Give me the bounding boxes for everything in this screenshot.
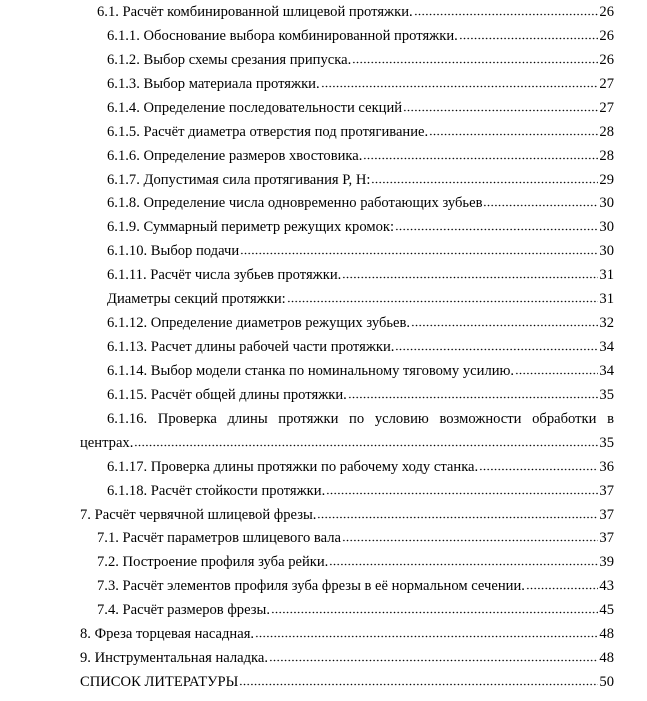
toc-entry[interactable] — [97, 528, 614, 548]
dot-leader — [239, 674, 598, 686]
toc-entry-title: 6.1.5. Расчёт диаметра отверстия под протягивание. — [107, 123, 429, 140]
dot-leader — [134, 435, 598, 447]
toc-page-number: 35 — [599, 386, 614, 403]
dot-leader — [317, 507, 598, 519]
toc-entry-title: 6.1.1. Обоснование выбора комбинированной протяжки. — [107, 27, 458, 44]
toc-page-number: 26 — [599, 27, 614, 44]
dot-leader — [348, 387, 599, 399]
toc-entry-title: 8. Фреза торцевая насадная. — [80, 626, 255, 643]
toc-entry[interactable] — [107, 74, 614, 94]
dot-leader — [411, 315, 598, 327]
toc-entry[interactable] — [107, 457, 614, 477]
toc-entry-title: 6.1.3. Выбор материала протяжки. — [107, 75, 320, 92]
toc-page-number: 31 — [599, 291, 614, 308]
toc-entry-title: 9. Инструментальная наладка. — [80, 650, 269, 667]
toc-entry-title: 6.1.13. Расчет длины рабочей части протяжки. — [107, 339, 395, 356]
toc-page-number: 28 — [599, 123, 614, 140]
dot-leader — [271, 602, 598, 614]
dot-leader — [395, 219, 598, 231]
toc-entry[interactable] — [107, 265, 614, 285]
toc-entry[interactable] — [107, 193, 614, 213]
toc-entry[interactable] — [80, 433, 614, 453]
dot-leader — [287, 291, 599, 303]
toc-page-number: 34 — [599, 362, 614, 379]
dot-leader — [479, 459, 598, 471]
toc-page-number: 32 — [599, 315, 614, 332]
toc-entry-title: Диаметры секций протяжки: — [107, 291, 286, 308]
toc-entry-title: 6.1.10. Выбор подачи — [107, 243, 240, 260]
toc-entry[interactable] — [80, 505, 614, 525]
toc-page-number: 39 — [599, 554, 614, 571]
toc-page-number: 26 — [599, 4, 614, 20]
toc-page-number: 48 — [599, 626, 614, 643]
dot-leader — [483, 195, 598, 207]
toc-entry[interactable] — [107, 289, 614, 309]
toc-entry[interactable] — [107, 122, 614, 142]
toc-page-number: 30 — [599, 243, 614, 260]
toc-page-number: 28 — [599, 147, 614, 164]
dot-leader — [459, 28, 599, 40]
toc-page-number: 37 — [599, 530, 614, 547]
toc-entry[interactable] — [107, 170, 614, 190]
dot-leader — [429, 124, 598, 136]
toc-entry[interactable] — [107, 241, 614, 261]
dot-leader — [395, 339, 598, 351]
toc-entry[interactable] — [80, 648, 614, 668]
toc-page-number: 26 — [599, 51, 614, 68]
toc-page-number: 27 — [599, 99, 614, 116]
dot-leader — [371, 172, 598, 184]
toc-entry-title: 6.1.14. Выбор модели станка по номинальному тяговому усилию. — [107, 362, 515, 379]
toc-entry[interactable] — [107, 385, 614, 405]
toc-entry-title: 6.1.4. Определение последовательности секций — [107, 99, 403, 116]
toc-entry-title: 6.1.18. Расчёт стойкости протяжки. — [107, 482, 326, 499]
toc-entry[interactable] — [107, 146, 614, 166]
toc-entry[interactable] — [97, 600, 614, 620]
toc-page-number: 27 — [599, 75, 614, 92]
toc-entry-title: 6.1.9. Суммарный периметр режущих кромок: — [107, 219, 395, 236]
toc-page-number: 29 — [599, 171, 614, 188]
toc-page-number: 43 — [599, 578, 614, 595]
toc-page-number: 37 — [599, 482, 614, 499]
toc-page-number: 36 — [599, 458, 614, 475]
toc-entry-title: СПИСОК ЛИТЕРАТУРЫ — [80, 674, 239, 691]
toc-entry-title: 7.3. Расчёт элементов профиля зуба фрезы в её нормальном сечении. — [97, 578, 525, 595]
toc-entry[interactable] — [107, 26, 614, 46]
dot-leader — [342, 267, 598, 279]
toc-page-number: 30 — [599, 219, 614, 236]
toc-entry-title: 6.1.8. Определение числа одновременно работающих зубьев — [107, 195, 483, 212]
dot-leader — [526, 578, 599, 590]
dot-leader — [326, 483, 598, 495]
dot-leader — [403, 100, 598, 112]
dot-leader — [240, 243, 598, 255]
dot-leader — [269, 650, 598, 662]
toc-entry[interactable] — [107, 361, 614, 381]
toc-entry[interactable] — [80, 672, 614, 692]
toc-entry-title: 7. Расчёт червячной шлицевой фрезы. — [80, 506, 317, 523]
toc-entry[interactable] — [107, 313, 614, 333]
dot-leader — [342, 530, 598, 542]
dot-leader — [352, 52, 598, 64]
toc-page-number: 45 — [599, 602, 614, 619]
toc-entry[interactable] — [97, 2, 614, 22]
toc-page-number: 34 — [599, 339, 614, 356]
toc-entry-title: 6.1.15. Расчёт общей длины протяжки. — [107, 386, 347, 403]
toc-entry-title: 6.1.11. Расчёт числа зубьев протяжки. — [107, 267, 342, 284]
toc-entry-title: 6.1.6. Определение размеров хвостовика. — [107, 147, 363, 164]
dot-leader — [329, 554, 598, 566]
toc-entry[interactable] — [107, 50, 614, 70]
toc-entry[interactable] — [107, 217, 614, 237]
toc-entry-title: 6.1.7. Допустимая сила протягивания Р, Н: — [107, 171, 371, 188]
toc-entry-title: центрах. — [80, 434, 134, 451]
dot-leader — [255, 626, 598, 638]
dot-leader — [363, 148, 598, 160]
toc-entry-title: 6.1. Расчёт комбинированной шлицевой протяжки. — [97, 4, 413, 20]
toc-page-number: 30 — [599, 195, 614, 212]
toc-entry[interactable] — [97, 552, 614, 572]
toc-entry[interactable] — [107, 481, 614, 501]
toc-entry-title[interactable]: 6.1.16. Проверка длины протяжки по условию возможности обработки в — [107, 410, 614, 427]
toc-entry-title: 6.1.12. Определение диаметров режущих зубьев. — [107, 315, 411, 332]
toc-entry-title: 7.1. Расчёт параметров шлицевого вала — [97, 530, 341, 547]
dot-leader — [321, 76, 599, 88]
toc-page-number: 50 — [599, 674, 614, 691]
toc-entry[interactable] — [107, 98, 614, 118]
toc-page-number: 31 — [599, 267, 614, 284]
toc-page-number: 48 — [599, 650, 614, 667]
toc-page-number: 37 — [599, 506, 614, 523]
toc-entry[interactable] — [107, 337, 614, 357]
toc-page-number: 35 — [599, 434, 614, 451]
dot-leader — [515, 363, 598, 375]
toc-entry-title: 7.2. Построение профиля зуба рейки. — [97, 554, 329, 571]
dot-leader — [414, 4, 599, 16]
toc-entry-title: 7.4. Расчёт размеров фрезы. — [97, 602, 270, 619]
toc-entry-title: 6.1.17. Проверка длины протяжки по рабочему ходу станка. — [107, 458, 479, 475]
toc-entry[interactable] — [97, 576, 614, 596]
toc-entry[interactable] — [80, 624, 614, 644]
toc-entry-title: 6.1.2. Выбор схемы срезания припуска. — [107, 51, 352, 68]
